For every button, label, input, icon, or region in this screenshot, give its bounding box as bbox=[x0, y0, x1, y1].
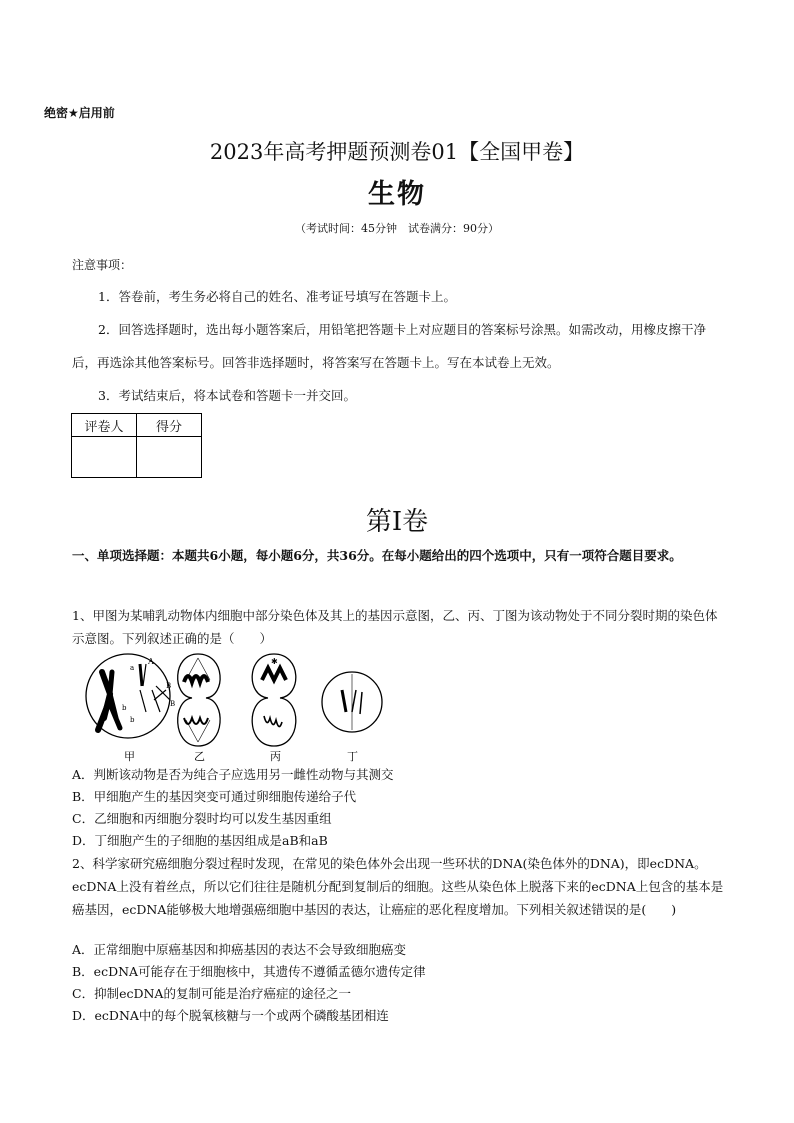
figure-label-ding: 丁 bbox=[347, 750, 358, 762]
section-instructions bbox=[72, 540, 724, 572]
gene-label-B: B bbox=[166, 682, 172, 690]
gene-label-B2: B bbox=[170, 700, 176, 708]
score-table-score-header: 得分 bbox=[137, 414, 202, 437]
q2-stem: 2、科学家研究癌细胞分裂过程时发现，在常见的染色体外会出现一些环状的DNA(染色体外的DNA)，即ecDNA。ecDNA上没有着丝点，所以它们往往是随机分配到复制后的细胞。这些从染色体上脱落下来的ecDNA上包含的基本是癌基因，ecDNA能够极大地增强癌细胞中基因的表达，让癌症的恶化程度增加。下列相关叙述错误的是( ) bbox=[72, 856, 724, 917]
svg-text:✱: ✱ bbox=[271, 657, 278, 666]
score-table-grader-header: 评卷人 bbox=[72, 414, 137, 437]
q1-stem: 1、甲图为某哺乳动物体内细胞中部分染色体及其上的基因示意图，乙、丙、丁图为该动物处于不同分裂时期的染色体示意图。下列叙述正确的是（ ） bbox=[72, 608, 718, 646]
score-table-grader-cell[interactable] bbox=[72, 437, 137, 478]
gene-label-b1: b bbox=[122, 704, 127, 712]
q2-option-b[interactable]: B．ecDNA可能存在于细胞核中，其遗传不遵循孟德尔遗传定律 bbox=[72, 964, 426, 979]
score-table-score-cell[interactable] bbox=[137, 437, 202, 478]
score-table bbox=[71, 413, 202, 478]
q1-option-b[interactable]: B．甲细胞产生的基因突变可通过卵细胞传递给子代 bbox=[72, 789, 357, 804]
notice-item-3: 3．考试结束后，将本试卷和答题卡一并交回。 bbox=[98, 388, 356, 403]
cell-jia bbox=[86, 654, 175, 738]
gene-label-a: a bbox=[130, 664, 135, 672]
notice-heading: 注意事项： bbox=[72, 258, 133, 272]
section-text: 一、单项选择题：本题共6小题，每小题6分，共36分。在每小题给出的四个选项中，只有一项符合题目要求。 bbox=[72, 548, 682, 563]
figure-label-yi: 乙 bbox=[194, 750, 205, 762]
confidential-label: 绝密★启用前 bbox=[44, 106, 115, 120]
q2-option-c[interactable]: C．抑制ecDNA的复制可能是治疗癌症的途径之一 bbox=[72, 986, 351, 1001]
cell-bing bbox=[252, 654, 296, 746]
q1-figure bbox=[80, 650, 410, 762]
notice-item-1: 1．答卷前，考生务必将自己的姓名、准考证号填写在答题卡上。 bbox=[98, 289, 456, 304]
part-title: 第Ⅰ卷 bbox=[365, 507, 429, 537]
exam-title: 2023年高考押题预测卷01【全国甲卷】 bbox=[209, 140, 585, 164]
cell-yi bbox=[178, 654, 220, 746]
gene-label-b2: b bbox=[130, 716, 135, 724]
q1-option-a[interactable]: A．判断该动物是否为纯合子应选用另一雌性动物与其测交 bbox=[72, 767, 394, 782]
figure-label-jia: 甲 bbox=[124, 750, 135, 762]
figure-label-bing: 丙 bbox=[270, 750, 281, 762]
subject-title: 生物 bbox=[368, 179, 426, 210]
q1-option-d[interactable]: D．丁细胞产生的子细胞的基因组成是aB和aB bbox=[72, 833, 328, 848]
gene-label-A: A bbox=[148, 657, 154, 666]
q1-option-c[interactable]: C．乙细胞和丙细胞分裂时均可以发生基因重组 bbox=[72, 811, 332, 826]
q2-option-d[interactable]: D．ecDNA中的每个脱氧核糖与一个或两个磷酸基团相连 bbox=[72, 1008, 389, 1023]
time-info: （考试时间：45分钟 试卷满分：90分） bbox=[295, 222, 499, 235]
notice-item-2: 2．回答选择题时，选出每小题答案后，用铅笔把答题卡上对应题目的答案标号涂黑。如需改动，用橡皮擦干净后，再选涂其他答案标号。回答非选择题时，将答案写在答题卡上。写在本试卷上无效。 bbox=[72, 322, 706, 370]
q2-option-a[interactable]: A．正常细胞中原癌基因和抑癌基因的表达不会导致细胞癌变 bbox=[72, 942, 407, 957]
cell-ding bbox=[322, 672, 382, 732]
